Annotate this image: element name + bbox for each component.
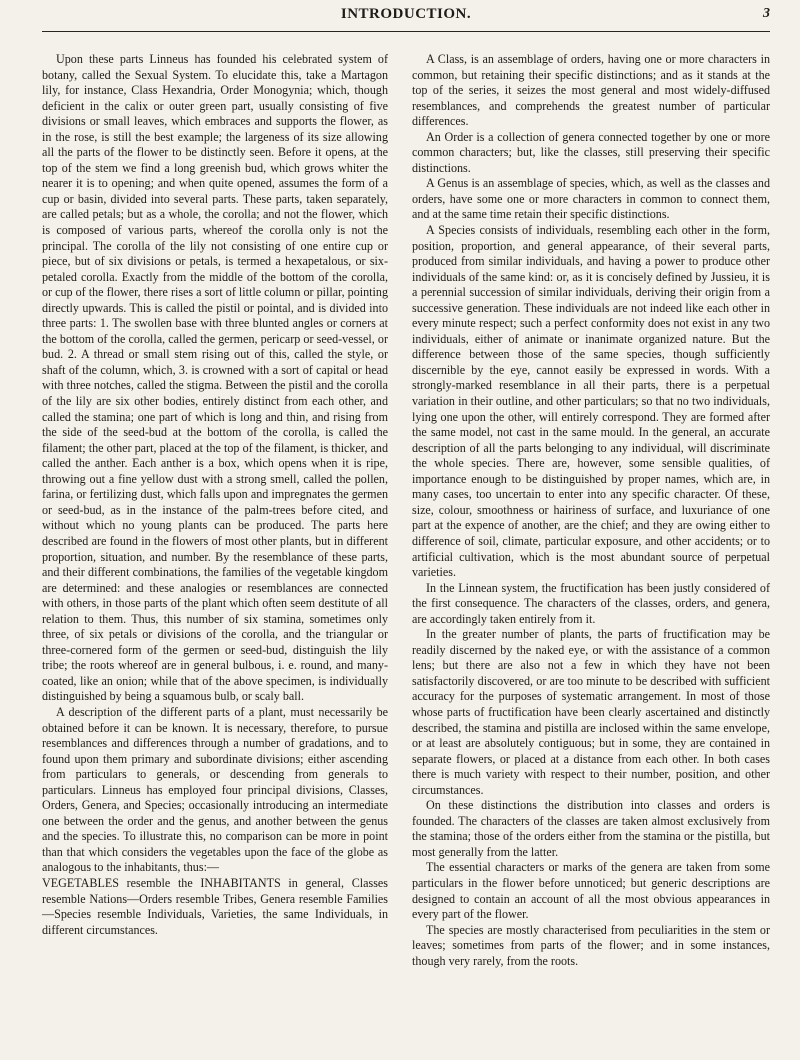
page-number: 3 — [763, 6, 770, 21]
paragraph: On these distinctions the distribution into classes and orders is founded. The characters of the classes are taken almost exclusively from the stamina; those of the orders either from the stamina or the pistilla, but most generally from the latter. — [412, 798, 770, 859]
paragraph: Upon these parts Linneus has founded his celebrated system of botany, called the Sexual System. To elucidate this, take a Martagon lily, for instance, Class Hexandria, Order Monogynia; which, though deficient in the calix or outer green part, usually consisting of five divisions or small leaves, which embraces and supports the flower, as in the rose, is still the best example; the largeness of its size allowing all the parts of the flower to be distinctly seen. Before it opens, at the top of the stem we find a long greenish bud, which grows whiter the nearer it is to opening; and when quite opened, assumes the form of a cup or basin, divided into several parts. These parts, taken separately, are called petals; but as a whole, the corolla; and not the flower, which is composed of various parts, whereof the corolla only is not the principal. The corolla of the lily not consisting of one entire cup or piece, but of six divisions or petals, is termed a hexapetalous, or six-petaled corolla. Exactly from the middle of the bottom of the corolla, or cup of the flower, there rises a sort of little column or pillar, pointing directly upwards. This is called the pistil or pointal, and is divided into three parts: 1. The swollen base with three blunted angles or corners at the bottom of the corolla, called the germen, pericarp or seed-vessel, or bud. 2. A thread or small stem rising out of this, called the style, or shaft of the column, which, 3. is crowned with a sort of capital or head with three notches, called the stigma. Between the pistil and the corolla of the lily are six other bodies, entirely distinct from each other, and called the stamina; one part of which is long and thin, and rising from the side of the seed-bud at the bottom of the corolla, is called the filament; the other part, placed at the top of the filament, is thicker, and called the anther. Each anther is a box, which opens when it is ripe, throwing out a fine yellow dust with a strong smell, called the pollen, farina, or fertilizing dust, which falls upon and impregnates the germen or seed-bud, as in the instance of the palm-trees before cited, and without which no young plants can be produced. The parts here described are found in the flowers of most other plants, but in different proportion, situation, and number. By the resemblance of these parts, and their different combinations, the families of the vegetable kingdom are determined: and these analogies or resemblances are connected with others, in those parts of the plant which often seem destitute of all relation to them. Thus, this number of six stamina, sometimes only three, of six petals or divisions of the corolla, and the triangular or three-cornered form of the germen or seed-bud, distinguish the lily tribe; the roots whereof are in general bulbous, i. e. round, and many-coated, like an onion; while that of the above specimen, is individually distinguished by being a squamous bulb, or scaly ball. — [42, 52, 388, 704]
page-header — [42, 6, 770, 30]
left-column — [42, 52, 388, 938]
header-rule — [42, 31, 770, 32]
paragraph: A description of the different parts of a plant, must necessarily be obtained before it can be known. It is necessary, therefore, to pursue resemblances and differences through a number of gradations, and to found upon them primary and subordinate divisions; either ascending from particulars to generals, or descending from generals to particulars. Linneus has employed four principal divisions, Classes, Orders, Genera, and Species; occasionally introducing an intermediate one between the order and the genus, and another between the genus and the species. To illustrate this, no comparison can be more in point than that which considers the vegetables upon the face of the globe as analogous to the inhabitants, thus:— — [42, 704, 388, 875]
paragraph: VEGETABLES resemble the INHABITANTS in general, Classes resemble Nations—Orders resemble Tribes, Genera resemble Families—Species resemble Individuals, Varieties, the same Individuals, in different circumstances. — [42, 875, 388, 937]
running-title: INTRODUCTION. — [340, 6, 472, 22]
paragraph: A Class, is an assemblage of orders, having one or more characters in common, but retaining their specific distinctions; and as it stands at the top of the series, it seizes the most general and most widely-diffused resemblances, and comprehends the greatest number of particular differences. — [412, 52, 770, 129]
paragraph: An Order is a collection of genera connected together by one or more common characters; but, like the classes, still preserving their specific distinctions. — [412, 129, 770, 175]
paragraph: In the Linnean system, the fructification has been justly considered of the first consequence. The characters of the classes, orders, and genera, are accordingly taken entirely from it. — [412, 580, 770, 626]
paragraph: A Genus is an assemblage of species, which, as well as the classes and orders, have some one or more characters in common to connect them, and at the same time retain their specific distinctions. — [412, 176, 770, 222]
paragraph: A Species consists of individuals, resembling each other in the form, position, proportion, and general appearance, of their several parts, produced from similar individuals, and having a power to produce other individuals of the same kind: or, as it is concisely defined by Jussieu, it is a perennial succession of similar individuals, deriving their origin from a successive generation. These individuals are not indeed like each other in every minute respect; such a perfect conformity does not exist in any two individuals, either of animate or inanimate organized nature. But the difference between those of the same species, though sufficiently discernible by the eye, cannot easily be expressed in words. With a strongly-marked resemblance in all their parts, there is a perpetual variation in their outline, and other particulars; so that no two individuals, lying one upon the other, will entirely correspond. They are formed after the same model, not cast in the same mould. In the general, an accurate description of all the parts belonging to any individual, will discriminate the whole species. There are, however, some sensible qualities, of importance enough to be distinguished by proper names, which are, in many cases, too uncertain to enter into any specific character. Of these, size, colour, smoothness or hairiness of surface, and luxuriance of one part at the expence of another, are the chief; and they are owing either to difference of soil, climate, particular exposure, and other accidents; or to artificial cultivation, which is the most abundant source of perpetual varieties. — [412, 223, 770, 580]
right-column — [412, 52, 770, 969]
paragraph: In the greater number of plants, the parts of fructification may be readily discerned by the naked eye, or with the assistance of a common lens; but there are also not a few in which they have not been satisfactorily discovered, or are too minute to be described with sufficient accuracy for the purposes of systematic arrangement. In most of those whose parts of fructification have been clearly ascertained and distinctly described, the stamina and pistilla are inclosed within the same envelope, or at least are absolutely contiguous; but in some, they are contained in separate flowers, or placed at a distance from each other. In both cases there is much variety with respect to their number, position, and other circumstances. — [412, 627, 770, 797]
paragraph: The essential characters or marks of the genera are taken from some particulars in the flower before unnoticed; but generic descriptions are designed to contain an account of all the most obvious appearances in every part of the flower. — [412, 860, 770, 922]
paragraph: The species are mostly characterised from peculiarities in the stem or leaves; sometimes from parts of the flower; and in some instances, though very rarely, from the roots. — [412, 922, 770, 968]
